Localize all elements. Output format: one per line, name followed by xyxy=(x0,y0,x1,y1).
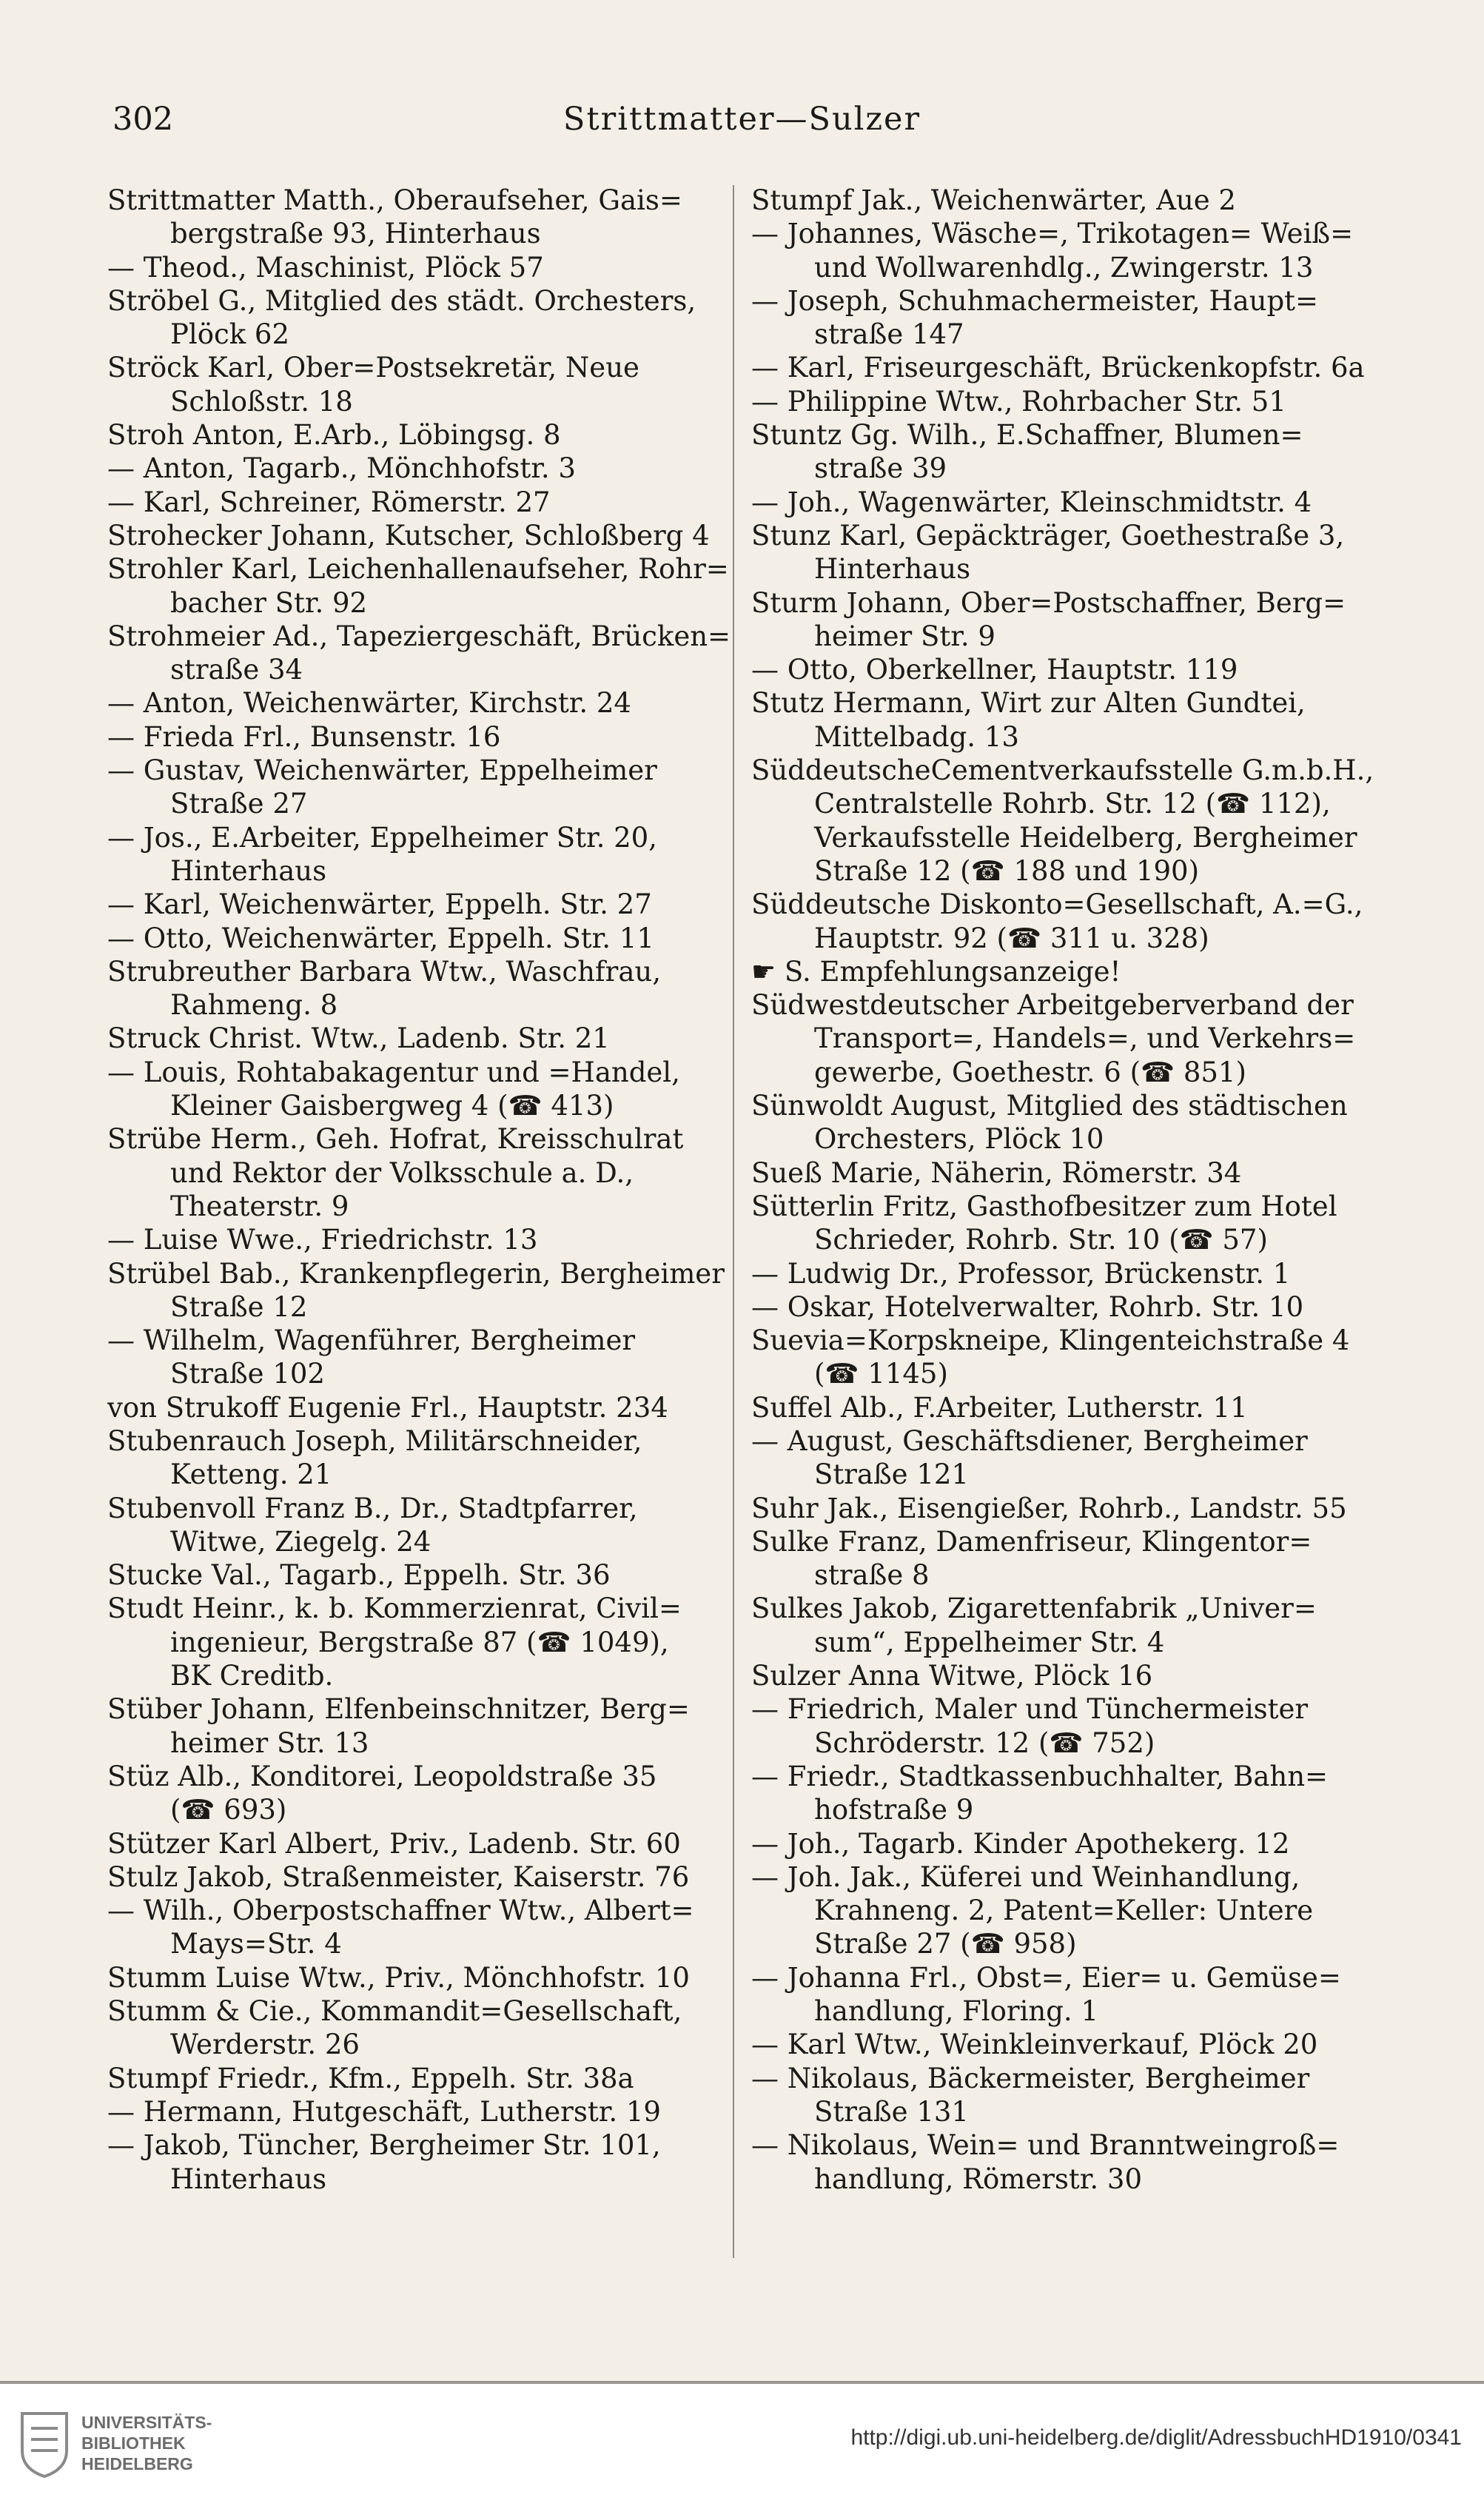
directory-line: Stutz Hermann, Wirt zur Alten Gundtei, xyxy=(751,687,1306,720)
directory-line: SüddeutscheCementverkaufsstelle G.m.b.H., xyxy=(751,754,1374,787)
directory-line: Stumm & Cie., Kommandit=Gesellschaft, xyxy=(107,1995,682,2028)
directory-line: Stumpf Jak., Weichenwärter, Aue 2 xyxy=(751,184,1236,216)
directory-line: — Ludwig Dr., Professor, Brückenstr. 1 xyxy=(751,1257,1291,1290)
directory-line: Mays=Str. 4 xyxy=(170,1928,342,1960)
directory-line: Rahmeng. 8 xyxy=(170,989,338,1022)
directory-line: — Philippine Wtw., Rohrbacher Str. 51 xyxy=(751,385,1286,418)
directory-line: gewerbe, Goethestr. 6 (☎ 851) xyxy=(814,1056,1246,1088)
directory-line: Orchesters, Plöck 10 xyxy=(814,1123,1104,1156)
directory-line: ingenieur, Bergstraße 87 (☎ 1049), xyxy=(170,1626,669,1658)
directory-line: Hinterhaus xyxy=(170,2163,327,2195)
directory-line: Strübe Herm., Geh. Hofrat, Kreisschulrat xyxy=(107,1123,684,1156)
directory-line: Sulke Franz, Damenfriseur, Klingentor= xyxy=(751,1525,1312,1558)
directory-line: straße 8 xyxy=(814,1559,930,1592)
directory-line: straße 34 xyxy=(170,654,303,686)
directory-line: — Friedr., Stadtkassenbuchhalter, Bahn= xyxy=(751,1760,1329,1792)
directory-line: Straße 27 (☎ 958) xyxy=(814,1928,1077,1960)
directory-line: Straße 12 (☎ 188 und 190) xyxy=(814,854,1200,887)
directory-line: — Joh., Wagenwärter, Kleinschmidtstr. 4 xyxy=(751,486,1312,518)
directory-line: Stucke Val., Tagarb., Eppelh. Str. 36 xyxy=(107,1559,611,1592)
page-header xyxy=(0,95,1484,147)
left-column xyxy=(107,184,733,2196)
directory-line: — Hermann, Hutgeschäft, Lutherstr. 19 xyxy=(107,2095,661,2128)
directory-line: Hinterhaus xyxy=(170,854,327,887)
directory-line: hofstraße 9 xyxy=(814,1794,974,1826)
directory-line: — Gustav, Weichenwärter, Eppelheimer xyxy=(107,754,657,787)
directory-line: — Anton, Tagarb., Mönchhofstr. 3 xyxy=(107,452,576,485)
directory-line: Strohmeier Ad., Tapeziergeschäft, Brücken= xyxy=(107,620,731,652)
directory-line: Witwe, Ziegelg. 24 xyxy=(170,1525,432,1558)
directory-line: Suevia=Korpskneipe, Klingenteichstraße 4 xyxy=(751,1324,1350,1357)
digitization-footer xyxy=(0,2384,1484,2509)
directory-line: — Johannes, Wäsche=, Trikotagen= Weiß= xyxy=(751,218,1354,250)
directory-line: Ketteng. 21 xyxy=(170,1458,332,1491)
directory-line: Strohler Karl, Leichenhallenaufseher, Rohr= xyxy=(107,553,729,586)
directory-line: — Johanna Frl., Obst=, Eier= u. Gemüse= xyxy=(751,1961,1341,1994)
directory-line: Sueß Marie, Näherin, Römerstr. 34 xyxy=(751,1156,1242,1189)
directory-line: Stumm Luise Wtw., Priv., Mönchhofstr. 10 xyxy=(107,1961,690,1994)
directory-line: Krahneng. 2, Patent=Keller: Untere xyxy=(814,1895,1314,1927)
directory-line: — Karl, Schreiner, Römerstr. 27 xyxy=(107,486,551,518)
directory-line: straße 147 xyxy=(814,318,964,351)
directory-line: Struck Christ. Wtw., Ladenb. Str. 21 xyxy=(107,1022,610,1055)
directory-line: — Joh., Tagarb. Kinder Apothekerg. 12 xyxy=(751,1827,1290,1860)
page-number: 302 xyxy=(113,101,174,138)
directory-line: Strohecker Johann, Kutscher, Schloßberg 4 xyxy=(107,519,710,552)
directory-line: Sulzer Anna Witwe, Plöck 16 xyxy=(751,1660,1153,1692)
directory-line: Straße 102 xyxy=(170,1358,325,1390)
directory-line: Ströbel G., Mitglied des städt. Orchesters, xyxy=(107,284,696,317)
directory-line: — Luise Wwe., Friedrichstr. 13 xyxy=(107,1224,538,1256)
directory-line: Sütterlin Fritz, Gasthofbesitzer zum Hotel xyxy=(751,1190,1337,1222)
directory-line: Stulz Jakob, Straßenmeister, Kaiserstr. 76 xyxy=(107,1860,690,1893)
directory-line: Sulkes Jakob, Zigarettenfabrik „Univer= xyxy=(751,1592,1317,1625)
directory-line: Stüber Johann, Elfenbeinschnitzer, Berg= xyxy=(107,1693,690,1726)
directory-line: Stubenvoll Franz B., Dr., Stadtpfarrer, xyxy=(107,1492,638,1524)
directory-line: Stuntz Gg. Wilh., E.Schaffner, Blumen= xyxy=(751,419,1303,452)
directory-line: Hinterhaus xyxy=(814,553,971,586)
directory-line: Straße 27 xyxy=(170,788,308,820)
directory-line: BK Creditb. xyxy=(170,1660,334,1692)
library-line-3: HEIDELBERG xyxy=(81,2454,193,2473)
library-line-2: BIBLIOTHEK xyxy=(81,2433,186,2453)
library-line-1: UNIVERSITÄTS- xyxy=(81,2413,212,2432)
directory-line: bergstraße 93, Hinterhaus xyxy=(170,218,541,250)
directory-line: Transport=, Handels=, und Verkehrs= xyxy=(814,1022,1356,1055)
directory-line: Werderstr. 26 xyxy=(170,2029,360,2061)
directory-line: Stroh Anton, E.Arb., Löbingsg. 8 xyxy=(107,419,561,452)
directory-line: und Wollwarenhdlg., Zwingerstr. 13 xyxy=(814,251,1314,284)
library-seal-icon xyxy=(15,2406,74,2480)
directory-line: heimer Str. 13 xyxy=(170,1726,369,1759)
directory-line: und Rektor der Volksschule a. D., xyxy=(170,1156,634,1189)
directory-line: Sünwoldt August, Mitglied des städtischen xyxy=(751,1090,1348,1122)
column-divider xyxy=(733,185,734,2258)
directory-line: handlung, Römerstr. 30 xyxy=(814,2163,1142,2195)
directory-line: Südwestdeutscher Arbeitgeberverband der xyxy=(751,989,1354,1022)
directory-line: Kleiner Gaisbergweg 4 (☎ 413) xyxy=(170,1090,614,1122)
directory-line: — Wilh., Oberpostschaffner Wtw., Albert= xyxy=(107,1895,694,1927)
directory-line: Schrieder, Rohrb. Str. 10 (☎ 57) xyxy=(814,1224,1268,1256)
directory-line: — Oskar, Hotelverwalter, Rohrb. Str. 10 xyxy=(751,1290,1304,1323)
page-title: Strittmatter—Sulzer xyxy=(563,101,921,138)
directory-line: Stützer Karl Albert, Priv., Ladenb. Str. 60 xyxy=(107,1827,681,1860)
directory-line: Plöck 62 xyxy=(170,318,289,351)
directory-line: — August, Geschäftsdiener, Bergheimer xyxy=(751,1424,1308,1457)
directory-line: Straße 12 xyxy=(170,1290,308,1323)
directory-line: Süddeutsche Diskonto=Gesellschaft, A.=G., xyxy=(751,888,1363,921)
directory-line: Schloßstr. 18 xyxy=(170,385,353,418)
directory-line: handlung, Floring. 1 xyxy=(814,1995,1098,2028)
directory-line: Mittelbadg. 13 xyxy=(814,720,1019,753)
directory-line: Studt Heinr., k. b. Kommerzienrat, Civil= xyxy=(107,1592,682,1625)
directory-line: — Frieda Frl., Bunsenstr. 16 xyxy=(107,720,501,753)
source-url[interactable]: http://digi.ub.uni-heidelberg.de/diglit/AdressbuchHD1910/0341 xyxy=(850,2425,1462,2450)
directory-line: Strittmatter Matth., Oberaufseher, Gais= xyxy=(107,184,682,216)
directory-line: Straße 131 xyxy=(814,2095,969,2128)
directory-line: — Otto, Oberkellner, Hauptstr. 119 xyxy=(751,654,1238,686)
directory-line: Verkaufsstelle Heidelberg, Bergheimer xyxy=(814,821,1357,854)
directory-line: ☛ S. Empfehlungsanzeige! xyxy=(751,955,1121,988)
directory-line: (☎ 693) xyxy=(170,1794,287,1826)
directory-line: von Strukoff Eugenie Frl., Hauptstr. 234 xyxy=(107,1391,668,1424)
directory-line: — Friedrich, Maler und Tünchermeister xyxy=(751,1693,1309,1726)
directory-line: — Jakob, Tüncher, Bergheimer Str. 101, xyxy=(107,2129,661,2162)
directory-line: — Anton, Weichenwärter, Kirchstr. 24 xyxy=(107,687,631,720)
directory-line: — Wilhelm, Wagenführer, Bergheimer xyxy=(107,1324,636,1357)
directory-line: Theaterstr. 9 xyxy=(170,1190,349,1222)
directory-line: Centralstelle Rohrb. Str. 12 (☎ 112), xyxy=(814,788,1331,820)
directory-line: Strubreuther Barbara Wtw., Waschfrau, xyxy=(107,955,661,988)
directory-line: — Karl, Friseurgeschäft, Brückenkopfstr. 6a xyxy=(751,352,1365,384)
directory-line: Stubenrauch Joseph, Militärschneider, xyxy=(107,1424,642,1457)
directory-line: — Joh. Jak., Küferei und Weinhandlung, xyxy=(751,1860,1300,1893)
directory-line: Suhr Jak., Eisengießer, Rohrb., Landstr. 55 xyxy=(751,1492,1347,1524)
directory-line: — Joseph, Schuhmachermeister, Haupt= xyxy=(751,284,1319,317)
right-column xyxy=(751,184,1377,2196)
directory-line: Ströck Karl, Ober=Postsekretär, Neue xyxy=(107,352,639,384)
directory-line: — Jos., E.Arbeiter, Eppelheimer Str. 20, xyxy=(107,821,657,854)
directory-line: heimer Str. 9 xyxy=(814,620,996,652)
directory-line: Hauptstr. 92 (☎ 311 u. 328) xyxy=(814,922,1209,954)
directory-line: — Theod., Maschinist, Plöck 57 xyxy=(107,251,544,284)
directory-line: Schröderstr. 12 (☎ 752) xyxy=(814,1726,1155,1759)
directory-line: — Nikolaus, Bäckermeister, Bergheimer xyxy=(751,2062,1310,2094)
library-name xyxy=(81,2412,212,2474)
directory-line: Stunz Karl, Gepäckträger, Goethestraße 3, xyxy=(751,519,1345,552)
directory-line: Strübel Bab., Krankenpflegerin, Bergheimer xyxy=(107,1257,725,1290)
directory-line: Straße 121 xyxy=(814,1458,969,1491)
directory-line: bacher Str. 92 xyxy=(170,586,368,619)
directory-line: — Otto, Weichenwärter, Eppelh. Str. 11 xyxy=(107,922,654,954)
directory-line: — Nikolaus, Wein= und Branntweingroß= xyxy=(751,2129,1340,2162)
directory-line: (☎ 1145) xyxy=(814,1358,948,1390)
directory-line: Suffel Alb., F.Arbeiter, Lutherstr. 11 xyxy=(751,1391,1248,1424)
directory-line: Stüz Alb., Konditorei, Leopoldstraße 35 xyxy=(107,1760,657,1792)
directory-line: — Louis, Rohtabakagentur und =Handel, xyxy=(107,1056,680,1088)
directory-line: straße 39 xyxy=(814,452,947,485)
directory-line: — Karl Wtw., Weinkleinverkauf, Plöck 20 xyxy=(751,2029,1318,2061)
directory-line: Sturm Johann, Ober=Postschaffner, Berg= xyxy=(751,586,1346,619)
directory-line: — Karl, Weichenwärter, Eppelh. Str. 27 xyxy=(107,888,652,921)
directory-line: sum“, Eppelheimer Str. 4 xyxy=(814,1626,1165,1658)
directory-line: Stumpf Friedr., Kfm., Eppelh. Str. 38a xyxy=(107,2062,634,2094)
